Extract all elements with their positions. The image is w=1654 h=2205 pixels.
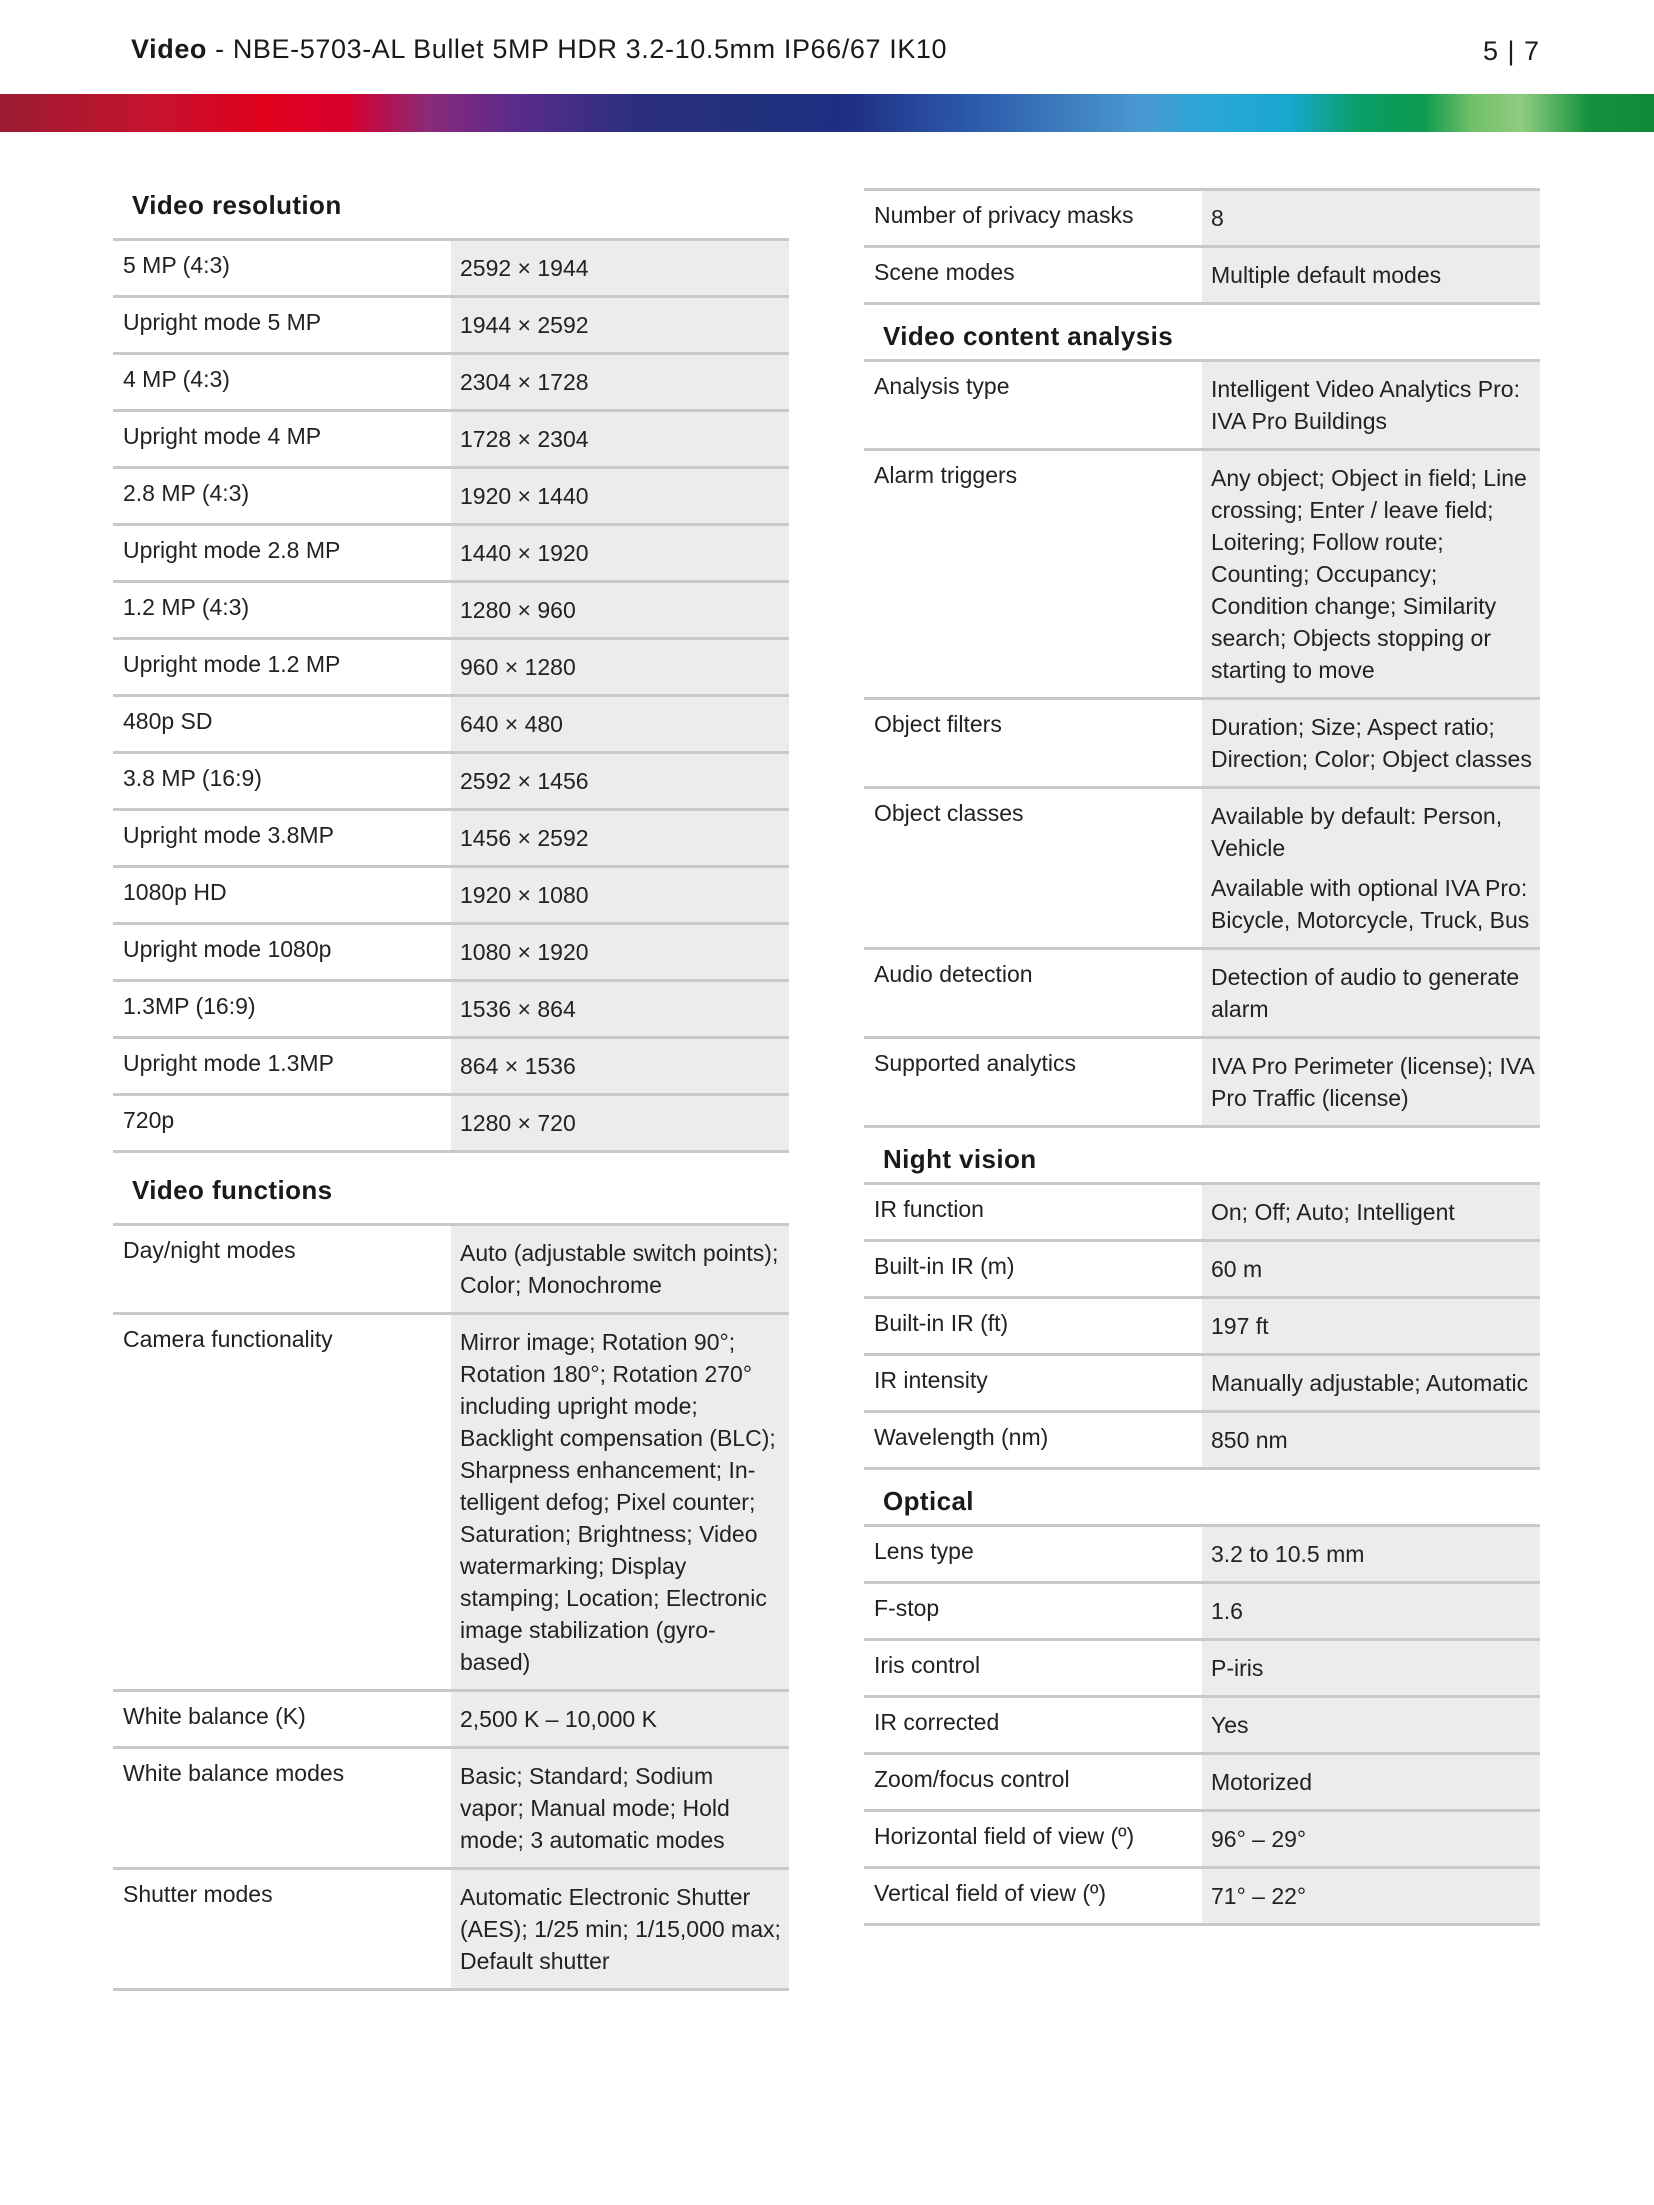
- spec-value: [1202, 1641, 1540, 1695]
- spec-value: [1202, 789, 1540, 947]
- spec-label: Upright mode 5 MP: [123, 309, 322, 335]
- spec-value: [1202, 1584, 1540, 1638]
- spec-value: [451, 526, 789, 580]
- spec-value: [451, 298, 789, 352]
- spec-value-text: 850 nm: [1211, 1427, 1288, 1453]
- spec-row: [864, 1299, 1540, 1356]
- spec-value: [451, 1749, 789, 1867]
- spec-label: Upright mode 3.8MP: [123, 822, 334, 848]
- spec-label: Built-in IR (m): [874, 1253, 1015, 1279]
- spec-value-text-secondary: Available with optional IVA Pro: Bicycle, Motorcycle, Truck, Bus: [1211, 875, 1530, 933]
- spec-row: [864, 191, 1540, 248]
- section-title-night-vision: Night vision: [864, 1128, 1540, 1185]
- spec-value-text: Mirror image; Rotation 90°; Rotation 180°; Rotation 270° including upright mode; Backlight compensation (BLC); Sharpness enhancement; Intelligent defog; Pixel counter; Saturation; Brightness; Video watermarking; Display stamping; Location; Electronic image stabilization (gyro-based): [460, 1329, 776, 1675]
- spec-value: [1202, 1413, 1540, 1467]
- spec-row: [113, 1749, 789, 1870]
- spec-row: [864, 789, 1540, 950]
- spec-value: [451, 1039, 789, 1093]
- spec-value-text: 96° – 29°: [1211, 1826, 1307, 1852]
- spec-label: Shutter modes: [123, 1881, 273, 1907]
- spec-label: 1.3MP (16:9): [123, 993, 256, 1019]
- spec-value-text: Multiple default modes: [1211, 262, 1442, 288]
- video-functions-table: [113, 1226, 789, 1991]
- spec-label: IR corrected: [874, 1709, 1000, 1735]
- spec-value-text: 1080 × 1920: [460, 939, 589, 965]
- spec-value: [1202, 1039, 1540, 1125]
- spec-row: [113, 640, 789, 697]
- spec-row: [113, 583, 789, 640]
- spec-row: [113, 298, 789, 355]
- spec-value: [1202, 1698, 1540, 1752]
- spec-value: [1202, 1242, 1540, 1296]
- spec-label: Audio detection: [874, 961, 1033, 987]
- spec-label: Object filters: [874, 711, 1002, 737]
- spec-row: [113, 811, 789, 868]
- spec-value: [451, 925, 789, 979]
- spec-value-text: Auto (adjustable switch points); Color; Monochrome: [460, 1240, 779, 1298]
- spec-value-text: 1728 × 2304: [460, 426, 589, 452]
- spec-row: [864, 451, 1540, 700]
- spec-value-text: 71° – 22°: [1211, 1883, 1307, 1909]
- spec-value-text: On; Off; Auto; Intelligent: [1211, 1199, 1455, 1225]
- spec-value-text: 2592 × 1944: [460, 255, 589, 281]
- spec-label: Supported analytics: [874, 1050, 1077, 1076]
- spec-row: [864, 1527, 1540, 1584]
- spec-label: IR function: [874, 1196, 984, 1222]
- spec-row: [113, 526, 789, 583]
- page-header-title: [131, 34, 947, 65]
- spec-label: Upright mode 4 MP: [123, 423, 322, 449]
- spec-label: Built-in IR (ft): [874, 1310, 1009, 1336]
- spec-value-text: 960 × 1280: [460, 654, 576, 680]
- spec-label: 2.8 MP (4:3): [123, 480, 250, 506]
- spec-label: Wavelength (nm): [874, 1424, 1049, 1450]
- night-vision-table: [864, 1185, 1540, 1470]
- spec-row: [864, 1242, 1540, 1299]
- spec-value: [451, 1315, 789, 1689]
- spec-row: [113, 1226, 789, 1315]
- spec-row: [113, 469, 789, 526]
- left-column: [113, 188, 789, 1991]
- spec-row: [113, 1870, 789, 1991]
- spec-value: [1202, 1527, 1540, 1581]
- spec-label: 1080p HD: [123, 879, 227, 905]
- spec-row: [113, 412, 789, 469]
- spec-value-text: 1536 × 864: [460, 996, 576, 1022]
- spec-row: [113, 925, 789, 982]
- spec-value-text: 1.6: [1211, 1598, 1243, 1624]
- spec-value-text: Available by default: Person, Vehicle: [1211, 803, 1503, 861]
- spec-value: [451, 640, 789, 694]
- optical-table: [864, 1527, 1540, 1926]
- spec-value-text: Automatic Electronic Shutter (AES); 1/25 min; 1/15,000 max; Default shutter: [460, 1884, 781, 1974]
- spec-row: [864, 1039, 1540, 1128]
- spec-row: [864, 1698, 1540, 1755]
- spec-label: 5 MP (4:3): [123, 252, 230, 278]
- spec-row: [864, 1185, 1540, 1242]
- spec-value-text: 1920 × 1080: [460, 882, 589, 908]
- spec-label: Number of privacy masks: [874, 202, 1134, 228]
- spec-row: [864, 1641, 1540, 1698]
- brand-color-band: [0, 94, 1654, 132]
- right-column: [864, 188, 1540, 1926]
- spec-value: [451, 241, 789, 295]
- header-product: - NBE-5703-AL Bullet 5MP HDR 3.2-10.5mm IP66/67 IK10: [207, 34, 948, 64]
- spec-label: Zoom/focus control: [874, 1766, 1070, 1792]
- spec-value: [1202, 1299, 1540, 1353]
- spec-row: [864, 1755, 1540, 1812]
- spec-value-text: 640 × 480: [460, 711, 563, 737]
- spec-row: [864, 248, 1540, 305]
- spec-value: [451, 469, 789, 523]
- spec-value: [451, 1226, 789, 1312]
- spec-value-text: P-iris: [1211, 1655, 1264, 1681]
- spec-value-text: IVA Pro Perimeter (license); IVA Pro Traffic (license): [1211, 1053, 1534, 1111]
- section-title-video-content-analysis: Video content analysis: [864, 305, 1540, 362]
- spec-value-text: 60 m: [1211, 1256, 1263, 1282]
- spec-value: [1202, 1812, 1540, 1866]
- spec-value: [451, 1096, 789, 1150]
- spec-label: Iris control: [874, 1652, 981, 1678]
- spec-value-text: 1920 × 1440: [460, 483, 589, 509]
- spec-value-text: Intelligent Video Analytics Pro: IVA Pro Buildings: [1211, 376, 1520, 434]
- spec-value-text: Detection of audio to generate alarm: [1211, 964, 1520, 1022]
- spec-value-text: 1440 × 1920: [460, 540, 589, 566]
- section-title-optical: Optical: [864, 1470, 1540, 1527]
- spec-label: Camera functionality: [123, 1326, 333, 1352]
- spec-row: [864, 1869, 1540, 1926]
- page-number: 5 | 7: [1482, 36, 1540, 66]
- spec-label: 4 MP (4:3): [123, 366, 230, 392]
- spec-row: [113, 754, 789, 811]
- spec-value-text: 197 ft: [1211, 1313, 1269, 1339]
- spec-value: [451, 982, 789, 1036]
- spec-label: 720p: [123, 1107, 175, 1133]
- spec-value: [1202, 191, 1540, 245]
- spec-label: Alarm triggers: [874, 462, 1018, 488]
- section-title-video-resolution: Video resolution: [113, 188, 789, 241]
- spec-value-text: Motorized: [1211, 1769, 1312, 1795]
- spec-value: [451, 412, 789, 466]
- spec-row: [113, 1315, 789, 1692]
- spec-label: Horizontal field of view (º): [874, 1823, 1135, 1849]
- spec-label: 1.2 MP (4:3): [123, 594, 250, 620]
- spec-row: [864, 362, 1540, 451]
- spec-value-text: 1280 × 720: [460, 1110, 576, 1136]
- spec-label: Vertical field of view (º): [874, 1880, 1107, 1906]
- spec-value-text: 2,500 K – 10,000 K: [460, 1706, 657, 1732]
- spec-row: [113, 1039, 789, 1096]
- header-category: Video: [131, 34, 208, 64]
- spec-value: [451, 583, 789, 637]
- spec-value-text: Basic; Standard; Sodium vapor; Manual mode; Hold mode; 3 automatic modes: [460, 1763, 730, 1853]
- video-resolution-table: [113, 241, 789, 1153]
- spec-value-text: Yes: [1211, 1712, 1249, 1738]
- spec-row: [113, 982, 789, 1039]
- spec-value-text: 1456 × 2592: [460, 825, 589, 851]
- spec-label: Upright mode 2.8 MP: [123, 537, 341, 563]
- spec-label: Day/night modes: [123, 1237, 296, 1263]
- spec-label: 3.8 MP (16:9): [123, 765, 262, 791]
- spec-value-text: 1280 × 960: [460, 597, 576, 623]
- spec-value: [1202, 1755, 1540, 1809]
- spec-value: [1202, 362, 1540, 448]
- spec-row: [864, 700, 1540, 789]
- spec-value: [1202, 1356, 1540, 1410]
- spec-row: [864, 1413, 1540, 1470]
- spec-value-text: Manually adjustable; Automatic: [1211, 1370, 1529, 1396]
- video-functions-continued-table: [864, 191, 1540, 305]
- spec-label: F-stop: [874, 1595, 940, 1621]
- spec-row: [113, 1692, 789, 1749]
- spec-label: IR intensity: [874, 1367, 988, 1393]
- spec-value: [1202, 248, 1540, 302]
- spec-label: Object classes: [874, 800, 1024, 826]
- spec-label: Upright mode 1080p: [123, 936, 332, 962]
- spec-label: Upright mode 1.2 MP: [123, 651, 341, 677]
- spec-value-text: Any object; Object in field; Line crossing; Enter / leave field; Loitering; Follow route; Counting; Occupancy; Condition change; Similarity search; Objects stopping or starting to move: [1211, 465, 1527, 683]
- spec-value-text: 8: [1211, 205, 1224, 231]
- spec-value: [451, 868, 789, 922]
- spec-value-text: 2304 × 1728: [460, 369, 589, 395]
- spec-row: [113, 241, 789, 298]
- spec-row: [113, 355, 789, 412]
- spec-label: White balance modes: [123, 1760, 345, 1786]
- spec-value: [451, 355, 789, 409]
- spec-label: White balance (K): [123, 1703, 306, 1729]
- spec-label: 480p SD: [123, 708, 213, 734]
- spec-value-text: 864 × 1536: [460, 1053, 576, 1079]
- spec-value: [1202, 700, 1540, 786]
- spec-value-text: 1944 × 2592: [460, 312, 589, 338]
- spec-value: [451, 1692, 789, 1746]
- spec-row: [113, 697, 789, 754]
- spec-value: [1202, 1869, 1540, 1923]
- spec-value: [451, 697, 789, 751]
- spec-value: [451, 811, 789, 865]
- spec-value: [1202, 950, 1540, 1036]
- spec-value-text: Duration; Size; Aspect ratio; Direction; Color; Object classes: [1211, 714, 1532, 772]
- spec-row: [864, 1584, 1540, 1641]
- spec-value: [1202, 451, 1540, 697]
- spec-value-text: 3.2 to 10.5 mm: [1211, 1541, 1365, 1567]
- spec-label: Analysis type: [874, 373, 1010, 399]
- spec-label: Lens type: [874, 1538, 974, 1564]
- spec-row: [113, 1096, 789, 1153]
- spec-label: Upright mode 1.3MP: [123, 1050, 334, 1076]
- spec-row: [864, 1356, 1540, 1413]
- spec-row: [864, 950, 1540, 1039]
- video-content-analysis-table: [864, 362, 1540, 1128]
- spec-value: [451, 754, 789, 808]
- spec-row: [113, 868, 789, 925]
- spec-label: Scene modes: [874, 259, 1015, 285]
- spec-row: [864, 1812, 1540, 1869]
- spec-value: [1202, 1185, 1540, 1239]
- spec-value-text: 2592 × 1456: [460, 768, 589, 794]
- section-title-video-functions: Video functions: [113, 1173, 789, 1226]
- spec-value: [451, 1870, 789, 1988]
